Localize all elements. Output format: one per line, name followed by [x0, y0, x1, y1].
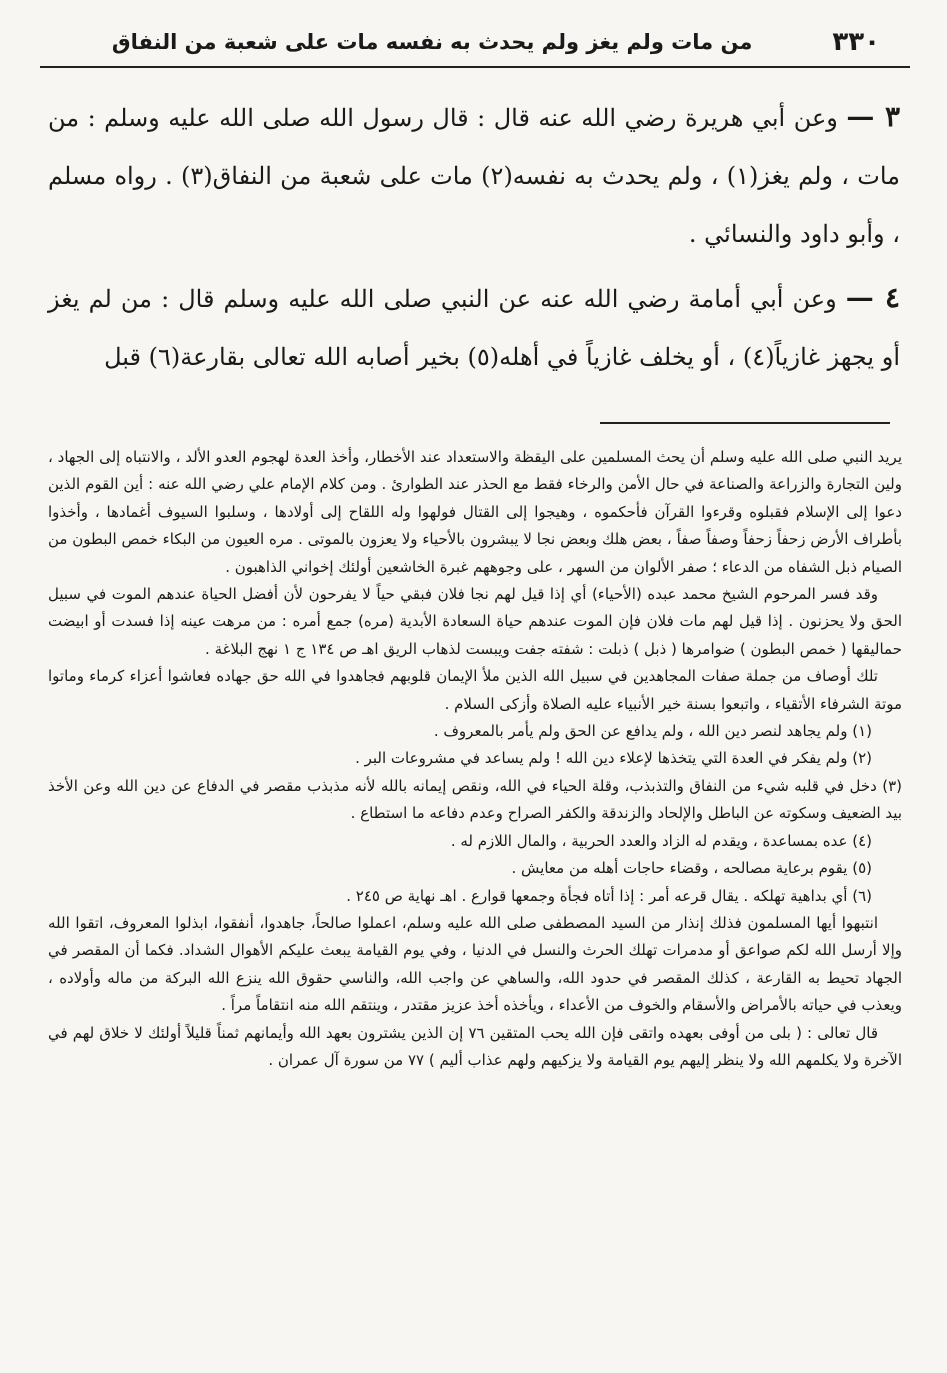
hadith-4-text: وعن أبي أمامة رضي الله عنه عن النبي صلى الله عليه وسلم قال : من لم يغز أو يجهز غازياً(٤) ، أو يخلف غازياً في أهله(٥) بخير أصابه الله تعالى بقارعة(٦) قبل [48, 285, 900, 371]
hadith-3-text: وعن أبي هريرة رضي الله عنه قال : قال رسول الله صلى الله عليه وسلم : من مات ، ولم يغز(١) ، ولم يحدث به نفسه(٢) مات على شعبة من النفاق(٣) . رواه مسلم ، وأبو داود والنسائي . [48, 104, 901, 248]
footnote-2: (٢) ولم يفكر في العدة التي يتخذها لإعلاء دين الله ! ولم يساعد في مشروعات البر . [355, 749, 872, 768]
hadith-3-number: ٣ — [846, 100, 900, 133]
commentary-paragraph: يريد النبي صلى الله عليه وسلم أن يحث المسلمين على اليقظة والاستعداد عند الأخطار، وأخذ العدة لهجوم العدو الألد ، والانتباه إلى الجهاد ، ولين التجارة والزراعة والصناعة في حال الأمن والرخاء فقط مع الحذر عند الطوارئ . ومن كلام الإمام علي رضي الله عنه : أين القوم الذين دعوا إلى الإسلام فقبلوه وقرءوا القرآن فأحكموه ، وهيجوا إلى القتال فولهوا وله اللقاح إلى أولادها ، وسلبوا السيوف أغمادها ، وأخذوا بأطراف الأرض زحفاً زحفاً وصفاً صفاً ، بعض هلك وبعض نجا لا يبشرون بالأحياء ولا يعزون بالموتى . مره العيون من البكاء خمص البطون من الصيام ذبل الشفاه من الدعاء ؛ صفر الألوان من السهر ، على وجوههم غبرة الخاشعين أولئك إخواني الذاهبون . [48, 448, 902, 576]
hadith-4 [40, 269, 910, 386]
footnote-5: (٥) يقوم برعاية مصالحه ، وقضاء حاجات أهله من معايش . [511, 859, 872, 878]
hadith-3 [40, 88, 910, 263]
commentary-paragraph: تلك أوصاف من جملة صفات المجاهدين في سبيل الله الذين ملأ الإيمان قلوبهم فجاهدوا في الله حق جهاده فعاشوا أعزاء كرماء وماتوا موتة الشرفاء الأتقياء ، واتبعوا بسنة خير الأنبياء عليه الصلاة وأزكى السلام . [48, 667, 902, 713]
footnote-6: (٦) أي بداهية تهلكه . يقال قرعه أمر : إذا أتاه فجأة وجمعها قوارع . اهـ نهاية ص ٢٤٥ . [346, 886, 872, 905]
commentary-paragraph: وقد فسر المرحوم الشيخ محمد عبده (الأحياء) أي إذا قيل لهم نجا فلان فبقي حياً لا يفرحون لأن أفضل الحياة عندهم الموت في سبيل الحق ولا يحزنون . إذا قيل لهم مات فلان فإن الموت عندهم حياة السعادة الأبدية (مره) جمع أمره : من مرهت عينه إذا فسدت أو ابيضت حماليقها ( خمص البطون ) ضوامرها ( ذبل ) ذبلت : شفته جفت ويبست لذهاب الريق اهـ ص ١٣٤ ج ١ نهج البلاغة . [48, 585, 902, 658]
page-number: ٣٣٠ [832, 27, 880, 57]
page [40, 18, 910, 1358]
hadith-4-number: ٤ — [845, 281, 900, 314]
closing-paragraph: انتبهوا أيها المسلمون فذلك إنذار من السيد المصطفى صلى الله عليه وسلم، اعملوا صالحاً، جاهدوا، أنفقوا، ابذلوا المعروف، اتقوا الله وإلا أرسل الله لكم صواعق أو مدمرات تهلك الحرث والنسل في الدنيا ، وفي يوم القيامة يبعث عليكم الأهوال الشداد. فكما أن المقصر في الجهاد تحيط به القارعة ، كذلك المقصر في حدود الله، والساهي عن واجب الله، والناسي حقوق الله ينزع الله البركة من ماله وأولاده ، ويعذب في حياته بالأمراض والأسقام والخوف من الأعداء ، ويأخذه أخذ عزيز مقتدر ، وينتقم الله منه انتقاماً مراً . [48, 913, 902, 1015]
running-header [40, 18, 910, 68]
footnote-separator [600, 422, 890, 424]
footnote-4: (٤) عده بمساعدة ، ويقدم له الزاد والعدد الحربية ، والمال اللازم له . [450, 831, 872, 850]
header-title: من مات ولم يغز ولم يحدث به نفسه مات على شعبة من النفاق [111, 30, 753, 54]
footnotes-section [40, 444, 910, 1074]
footnote-3: (٣) دخل في قلبه شيء من النفاق والتذبذب، وقلة الحياء في الله، ونقص إيمانه بالله لأنه مذبذب مقصر في الدفاع عن دين الله وعن الأخذ بيد الضعيف وسكوته عن الباطل والإلحاد والزندقة والكفر الصراح وعدم دفاعه ما استطاع . [48, 776, 902, 823]
footnote-1: (١) ولم يجاهد لنصر دين الله ، ولم يدافع عن الحق ولم يأمر بالمعروف . [433, 722, 872, 741]
quran-quote: قال تعالى : ( بلى من أوفى بعهده واتقى فإن الله يحب المتقين ٧٦ إن الذين يشترون بعهد الله وأيمانهم ثمناً قليلاً أولئك لا خلاق لهم في الآخرة ولا يكلمهم الله ولا ينظر إليهم يوم القيامة ولا يزكيهم ولهم عذاب أليم ) ٧٧ من سورة آل عمران . [48, 1023, 902, 1069]
